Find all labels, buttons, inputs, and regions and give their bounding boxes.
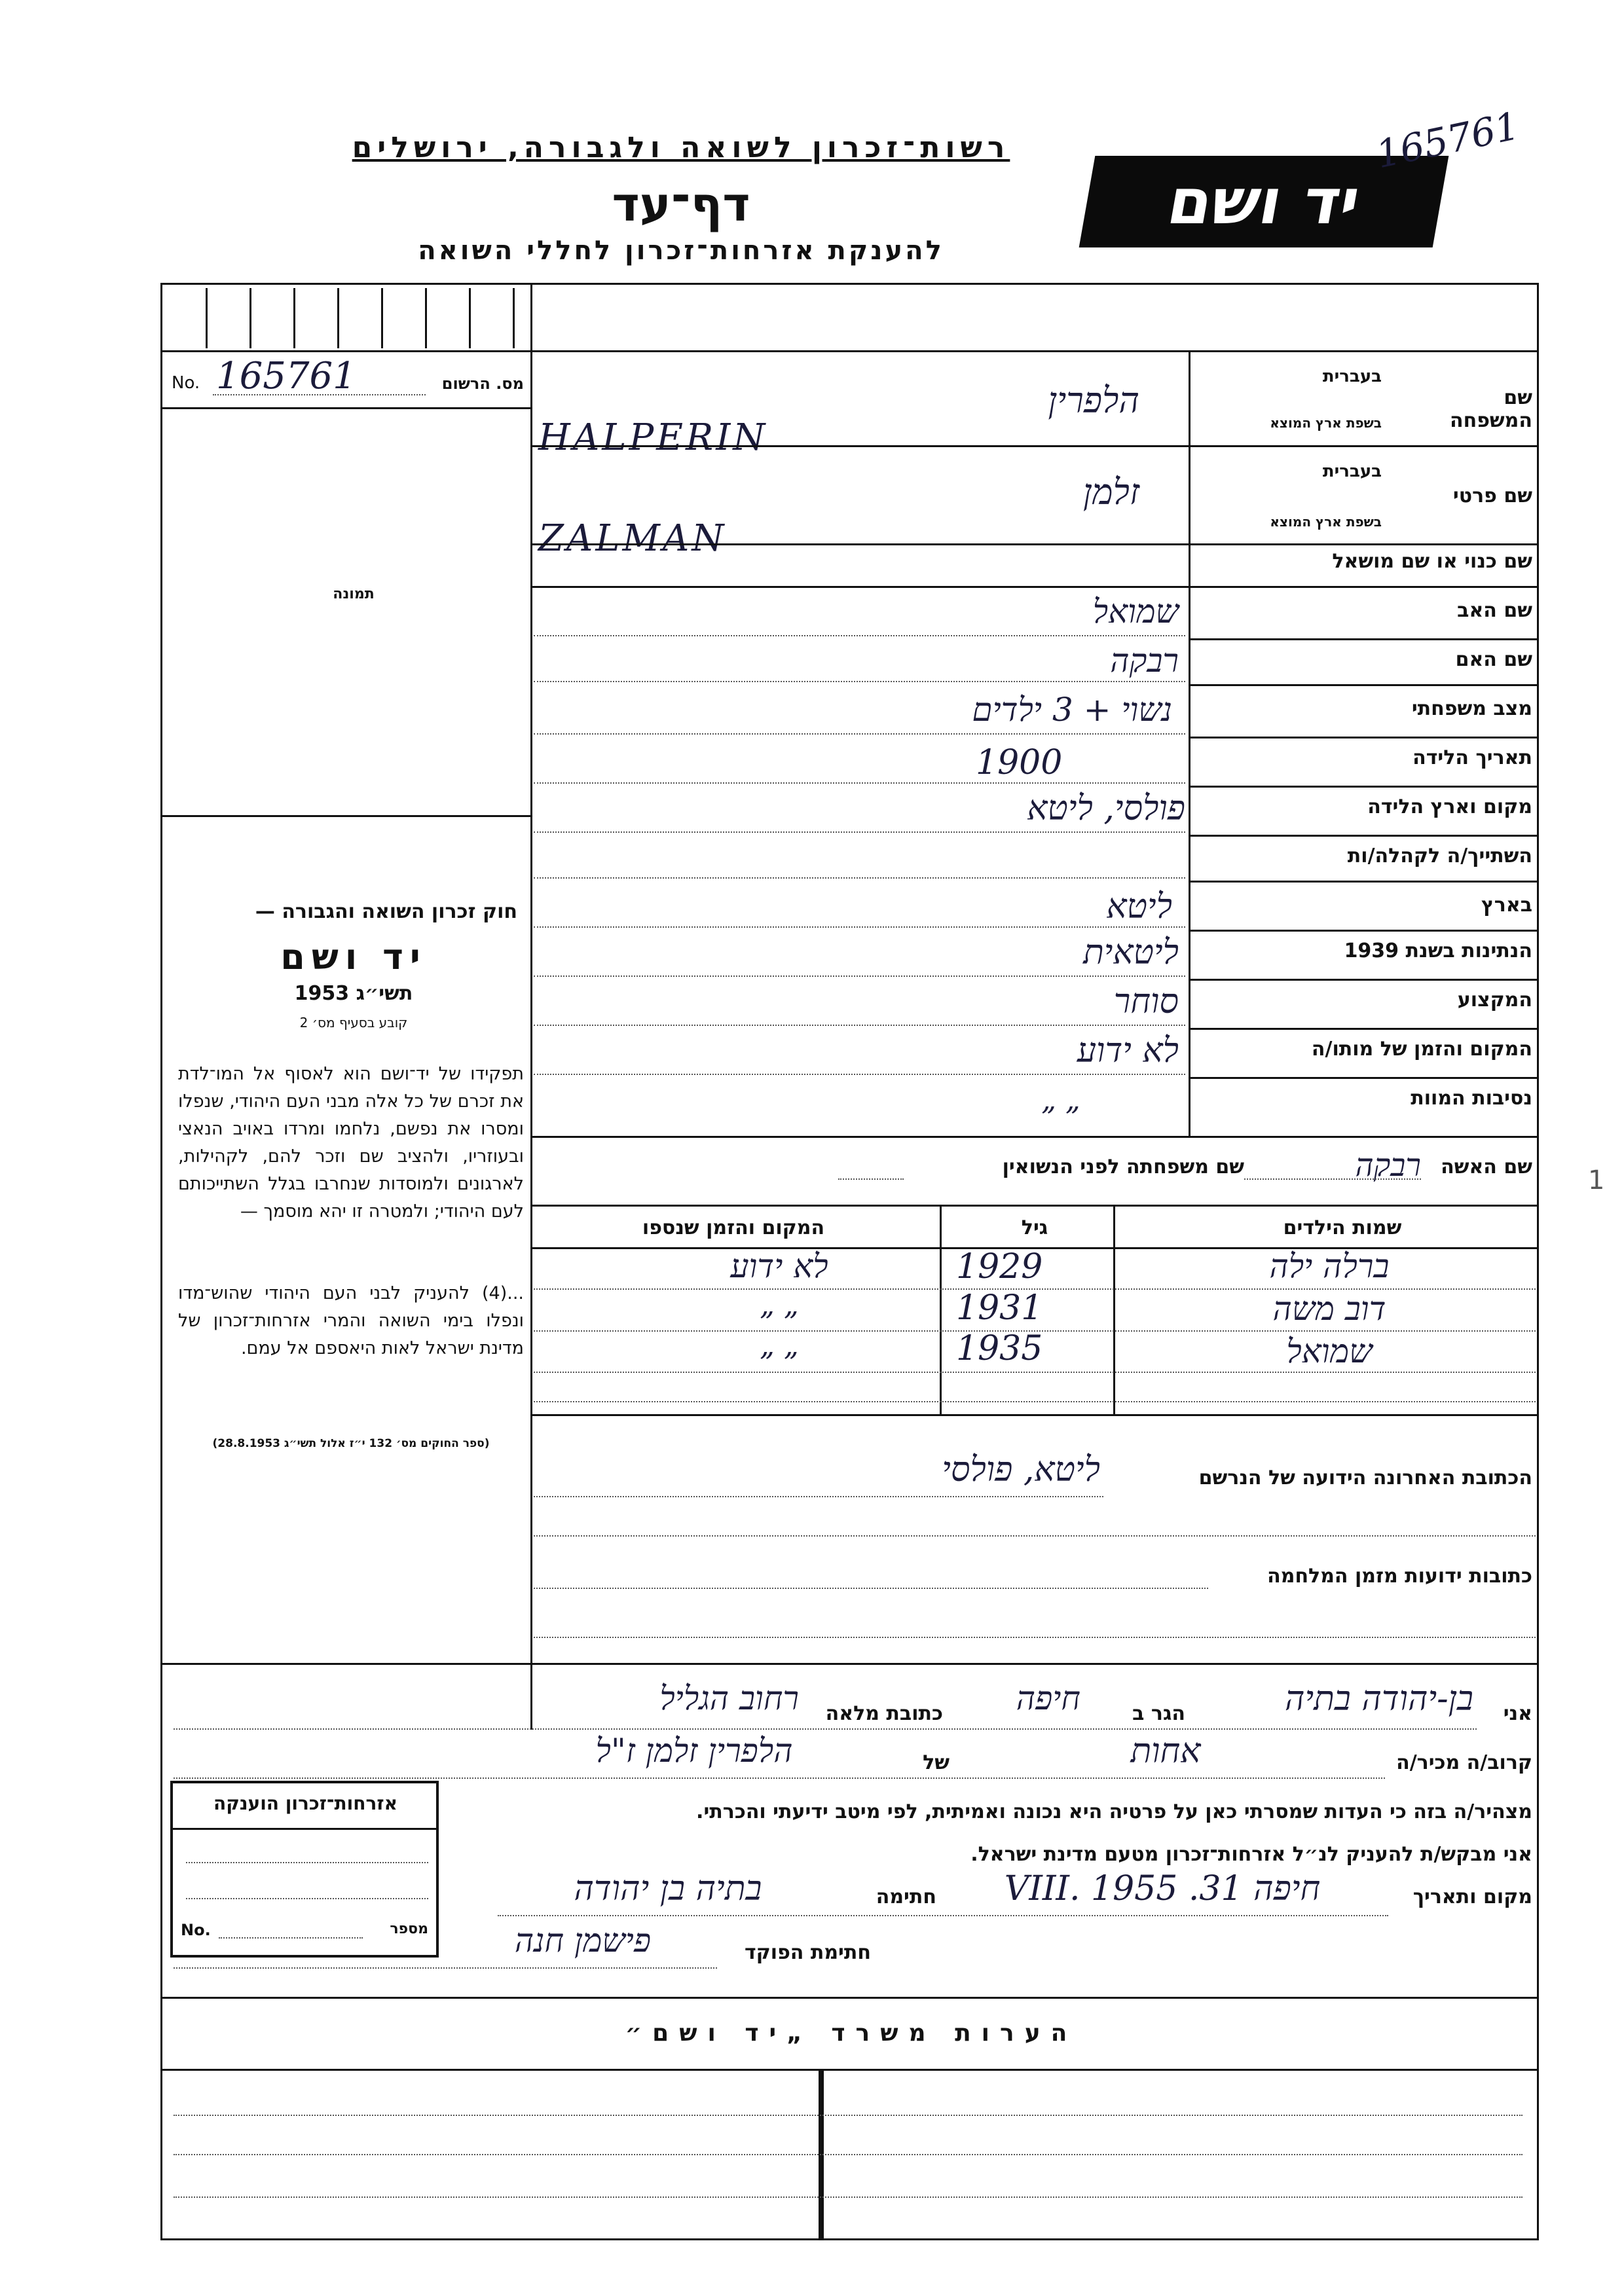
wife-maiden-dots <box>838 1178 904 1180</box>
declarant-relation: אחות <box>1130 1732 1201 1771</box>
mother-label: שם האם <box>1455 648 1532 671</box>
value-guide <box>534 1025 1185 1026</box>
last-address-value: ליטא, פולסי <box>942 1450 1100 1489</box>
wife-row-bottom <box>530 1205 1539 1207</box>
surname-latin-value: HALPERIN <box>538 416 768 459</box>
law-source: (ספר החוקים מס׳ 132 י״ז אלול תשי״ג 28.8.1953) <box>212 1437 490 1450</box>
place-date-label: מקום ותאריך <box>1412 1886 1532 1908</box>
photo-bottom <box>160 815 530 817</box>
child-death: „ „ <box>760 1329 799 1362</box>
birth-place-value: פולסי, ליטא <box>1027 789 1185 828</box>
wife-dots <box>1244 1178 1421 1180</box>
declarant-address: רחוב הגליל <box>659 1679 799 1717</box>
marital-status-label: מצב משפחתי <box>1411 697 1532 720</box>
row-divider <box>1189 786 1539 788</box>
occupation-value: סוחר <box>1113 982 1179 1021</box>
value-guide <box>534 831 1185 833</box>
declaration-text: מצהיר/ה בזה כי העדות שמסרתי כאן על פרטיה היא נכונה ואמיתית, לפי מיטב ידיעתי והכרתי. <box>696 1800 1532 1823</box>
row-divider <box>1189 881 1539 883</box>
child-name: דוב משה <box>1272 1290 1386 1328</box>
certificate-title: אזרחות־זכרון הוענקה <box>213 1793 397 1814</box>
row-divider <box>530 586 1539 588</box>
fields-bottom <box>530 1136 1539 1138</box>
value-guide <box>534 733 1185 735</box>
declarant-of-label: של <box>923 1751 950 1774</box>
marital-status-value: נשוי + 3 ילדים <box>972 691 1172 729</box>
value-guide <box>534 782 1185 784</box>
declarant-lives-label: הגר ב <box>1132 1702 1185 1725</box>
father-label: שם האב <box>1457 599 1532 622</box>
law-text-clause-4: ...(4) להעניק לבני העם היהודי שהוש־מדו ונפלו בימי השואה והמרי אזרחות־זכרון של מדינת ישראל לאות היאספם אל עמם. <box>178 1283 524 1358</box>
law-clause: קובע בסעיף מס׳ 2 <box>299 1015 408 1030</box>
community-label: השתייך/ה לקהלה/ות <box>1347 845 1532 867</box>
declarant-of-name: הלפרין זלמן ז"ל <box>595 1732 793 1770</box>
child-death: לא ידוע <box>730 1247 828 1285</box>
death-place-label: המקום והזמן של מותו/ה <box>1311 1038 1532 1061</box>
country-value: ליטא <box>1106 887 1172 926</box>
row-divider <box>1189 835 1539 837</box>
certificate-no-line <box>219 1937 363 1939</box>
father-value: שמואל <box>1092 592 1179 630</box>
signature-value: בתיה בן יהודה <box>574 1869 762 1908</box>
signature-label: חתימה <box>876 1886 936 1908</box>
children-header-names: שמות הילדים <box>1283 1216 1402 1239</box>
place-date-value: חיפה 31. VIII. 1955 <box>1004 1869 1321 1908</box>
law-title: חוק זכרון השואה והגבורה — <box>255 900 517 923</box>
war-addresses-label: כתובות ידועות מזמן המלחמה <box>1267 1565 1532 1588</box>
declarant-name: בן-יהודה בתיה <box>1284 1679 1473 1719</box>
registration-dots <box>213 394 426 395</box>
child-name: שמואל <box>1286 1332 1373 1370</box>
firstname-label: שם פרטי <box>1452 484 1532 507</box>
child-birth-year: 1931 <box>956 1288 1043 1328</box>
surname-label: שם המשפחה <box>1449 386 1532 432</box>
value-guide <box>534 877 1185 879</box>
law-year: תשי״ג 1953 <box>294 982 413 1005</box>
notes-line <box>174 2154 1522 2155</box>
declarant-line <box>174 1777 1385 1779</box>
left-column-divider <box>530 283 532 1730</box>
child-row-line <box>534 1401 1536 1402</box>
row-divider <box>1189 930 1539 932</box>
certificate-number-label: מספר <box>390 1921 428 1937</box>
declarant-city: חיפה <box>1016 1679 1080 1717</box>
surname-divider <box>530 445 1539 447</box>
label-column-divider <box>1189 350 1190 1136</box>
firstname-divider <box>530 543 1539 545</box>
firstname-latin-value: ZALMAN <box>538 517 727 560</box>
margin-mark: 1 <box>1588 1165 1605 1195</box>
top-strip-bottom <box>160 350 1539 352</box>
notes-line <box>174 2196 1522 2198</box>
registration-no-prefix: No. <box>172 373 200 393</box>
declarant-line <box>174 1728 1477 1730</box>
notes-line <box>174 2115 1522 2116</box>
registration-number: 165761 <box>216 355 356 397</box>
official-line <box>174 1967 717 1969</box>
row-divider <box>1189 979 1539 981</box>
row-divider <box>1189 737 1539 738</box>
certificate-line <box>186 1862 428 1863</box>
nationality-value: ליטאית <box>1083 933 1179 972</box>
request-text: אני מבקש/ת להעניק לנ״ל אזרחות־זכרון מטעם מדינת ישראל. <box>970 1843 1532 1866</box>
value-guide <box>534 1074 1185 1075</box>
corner-handwritten-number: 165761 <box>1372 103 1524 177</box>
child-row-line <box>534 1372 1536 1373</box>
certificate-no-label: No. <box>181 1921 211 1939</box>
child-death: „ „ <box>760 1288 799 1322</box>
declarant-relative-label: קרוב/ה מכיר/ה <box>1396 1751 1532 1774</box>
registration-label: מס. הרשום <box>441 374 524 393</box>
children-header-age: גיל <box>1021 1216 1048 1239</box>
surname-hebrew-sublabel: בעברית <box>1322 367 1382 386</box>
wife-value: רבקה <box>1355 1147 1421 1184</box>
death-circumstances-label: נסיבות המוות <box>1411 1087 1532 1110</box>
birth-date-value: 1900 <box>976 743 1063 782</box>
address-line <box>534 1637 1536 1638</box>
death-place-value: לא ידוע <box>1077 1031 1179 1070</box>
official-signature-label: חתימת הפוקד <box>745 1941 871 1964</box>
value-guide <box>534 926 1185 928</box>
law-text: תפקידו של יד־ושם הוא לאסוף אל המו־לדת את זכרם של כל אלה מבני העם היהודי, שנפלו ומסרו את נפשם, נלחמו ומרדו באויב הנאצי ובעוזריו, ולהציב שם וזכר להם, לקהילות, לארגונים ולמוסדות שנחרבו בגלל השתייכותם לעם היהודי; ולמטרה זו יהא מוסמך — <box>178 1064 524 1222</box>
address-line <box>534 1588 1208 1589</box>
wife-maiden-label: שם משפחתה לפני הנשואין <box>1002 1156 1244 1178</box>
value-guide <box>534 975 1185 977</box>
value-guide <box>534 635 1185 636</box>
registration-bottom <box>160 407 530 409</box>
occupation-label: המקצוע <box>1457 989 1532 1011</box>
birth-place-label: מקום וארץ הלידה <box>1367 795 1532 818</box>
address-line <box>534 1535 1536 1537</box>
notes-top <box>160 1997 1539 1999</box>
children-col-divider-2 <box>1113 1205 1115 1414</box>
firstname-hebrew-value: זלמן <box>1082 471 1139 513</box>
firstname-hebrew-sublabel: בעברית <box>1322 462 1382 481</box>
country-label: בארץ <box>1481 894 1532 917</box>
row-divider <box>1189 638 1539 640</box>
last-address-label: הכתובת האחרונה הידועה של הנרשם <box>1198 1467 1532 1489</box>
photo-label: תמונה <box>333 586 375 602</box>
child-birth-year: 1935 <box>956 1329 1043 1368</box>
wife-label: שם האשה <box>1441 1156 1532 1178</box>
value-guide <box>534 681 1185 682</box>
form-title: דף־עד <box>612 177 750 232</box>
authority-title: רשות־זכרון לשואה ולגבורה, ירושלים <box>352 131 1010 164</box>
certificate-line <box>186 1898 428 1899</box>
address-line <box>534 1496 1103 1497</box>
children-bottom <box>530 1414 1539 1416</box>
child-name: ברלה ילה <box>1269 1247 1390 1285</box>
surname-hebrew-value: הלפרין <box>1048 380 1139 421</box>
declarant-i-label: אני <box>1503 1702 1532 1725</box>
notes-title: הערות משרד „יד ושם״ <box>625 2020 1078 2047</box>
form-subtitle: להענקת אזרחות־זכרון לחללי השואה <box>418 236 944 266</box>
birth-date-label: תאריך הלידה <box>1412 746 1532 769</box>
mother-value: רבקה <box>1110 642 1179 680</box>
nationality-label: הנתינות בשנת 1939 <box>1344 939 1532 962</box>
official-signature-value: פישמן חנה <box>514 1922 652 1959</box>
surname-origin-sublabel: בשפת ארץ המוצא <box>1270 415 1382 431</box>
firstname-origin-sublabel: בשפת ארץ המוצא <box>1270 514 1382 530</box>
logo-text: יד ושם <box>1162 165 1366 238</box>
children-col-divider-1 <box>940 1205 942 1414</box>
addresses-bottom <box>160 1663 1539 1665</box>
row-divider <box>1189 1077 1539 1079</box>
top-grid-cells <box>164 288 527 348</box>
children-header-death: המקום והזמן שנספו <box>642 1216 825 1239</box>
row-divider <box>1189 684 1539 686</box>
certificate-title-line <box>173 1828 436 1830</box>
row-divider <box>1189 1028 1539 1030</box>
nickname-label: שם כנוי או שם מושאל <box>1332 550 1532 573</box>
place-date-line <box>498 1915 1388 1916</box>
notes-title-bottom <box>160 2069 1539 2071</box>
death-circumstances-value: „ „ <box>1041 1084 1080 1117</box>
certificate-box <box>170 1781 439 1958</box>
declarant-address-label: כתובת מלאה <box>825 1702 943 1725</box>
law-name: יד ושם <box>280 936 427 977</box>
child-birth-year: 1929 <box>956 1247 1043 1286</box>
